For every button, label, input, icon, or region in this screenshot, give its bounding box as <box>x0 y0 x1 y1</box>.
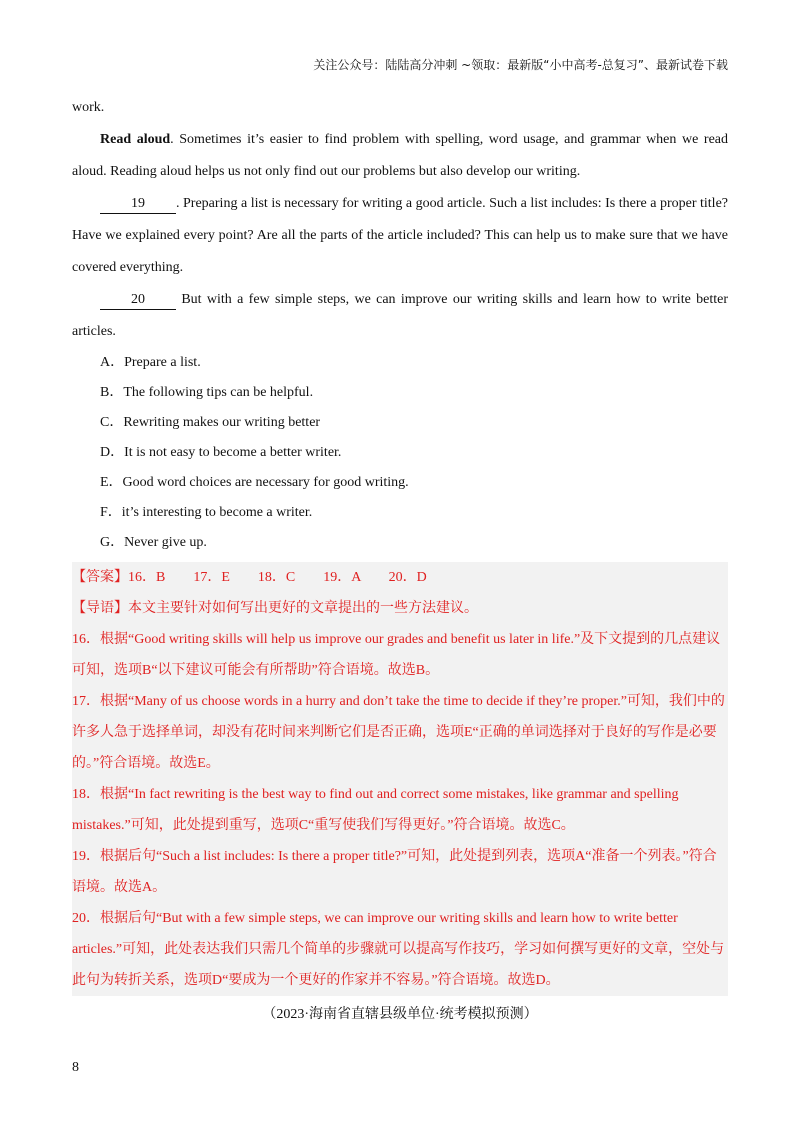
explanation-17: 17．根据“Many of us choose words in a hurry and don’t take the time to decide if they’re proper.”可知，我们中的许多人急于选择单词，却没有花时间来判断它们是否正确，选项E“正确的单词选择对于良好的写作是必要的。”符合语境。故选E。 <box>72 694 725 771</box>
answer-explanation-box <box>72 562 728 996</box>
paragraph-19-text: . Preparing a list is necessary for writing a good article. Such a list includes: Is there a proper title? Have we explained every point? Are all the parts of the article included? This can help us to make sure that we have covered everything. <box>72 196 728 275</box>
option-f: F．it’s interesting to become a writer. <box>100 505 313 520</box>
paragraph-19 <box>72 188 728 284</box>
explanation-18: 18．根据“In fact rewriting is the best way to find out and correct some mistakes, like grammar and spelling mistakes.”可知，此处提到重写，选项C“重写使我们写得更好。”符合语境。故选C。 <box>72 787 679 833</box>
answer-line: 【答案】16．B 17．E 18．C 19．A 20．D <box>72 570 427 585</box>
read-aloud-title: Read aloud <box>100 132 171 147</box>
option-c: C．Rewriting makes our writing better <box>100 415 321 430</box>
continued-text: work. <box>72 100 105 115</box>
options-list <box>72 348 728 558</box>
option-g: G．Never give up. <box>100 535 207 550</box>
page-content <box>72 92 728 1030</box>
blank-19[interactable]: 19 <box>100 195 176 214</box>
option-a: A．Prepare a list. <box>100 355 201 370</box>
option-e: E．Good word choices are necessary for good writing. <box>100 475 409 490</box>
option-b: B．The following tips can be helpful. <box>100 385 314 400</box>
guide-line: 【导语】本文主要针对如何写出更好的文章提出的一些方法建议。 <box>72 601 478 616</box>
page-number: 8 <box>72 1060 79 1075</box>
read-aloud-text: . Sometimes it’s easier to find problem with spelling, word usage, and grammar when we read aloud. Reading aloud helps us not only find out our problems but also develop our writing. <box>72 132 728 179</box>
explanation-20: 20．根据后句“But with a few simple steps, we can improve our writing skills and learn how to write better articles.”可知，此处表达我们只需几个简单的步骤就可以提高写作技巧，学习如何撰写更好的文章，空处与此句为转折关系，选项D“要成为一个更好的作家并不容易。”符合语境。故选D。 <box>72 911 725 988</box>
explanation-19: 19．根据后句“Such a list includes: Is there a proper title?”可知，此处提到列表，选项A“准备一个列表。”符合语境。故选A。 <box>72 849 717 895</box>
blank-20[interactable]: 20 <box>100 291 176 310</box>
paragraph-20-text: But with a few simple steps, we can improve our writing skills and learn how to write better articles. <box>72 292 728 339</box>
page-header: 关注公众号：陆陆高分冲刺 ~领取：最新版“小中高考-总复习”、最新试卷下载 <box>313 58 728 72</box>
source-note: （2023·海南省直辖县级单位·统考模拟预测） <box>262 1007 538 1022</box>
option-d: D．It is not easy to become a better writer. <box>100 445 342 460</box>
paragraph-20 <box>72 284 728 348</box>
read-aloud-paragraph <box>72 124 728 188</box>
explanation-16: 16．根据“Good writing skills will help us improve our grades and benefit us later in life.”及下文提到的几点建议可知，选项B“以下建议可能会有所帮助”符合语境。故选B。 <box>72 632 721 678</box>
